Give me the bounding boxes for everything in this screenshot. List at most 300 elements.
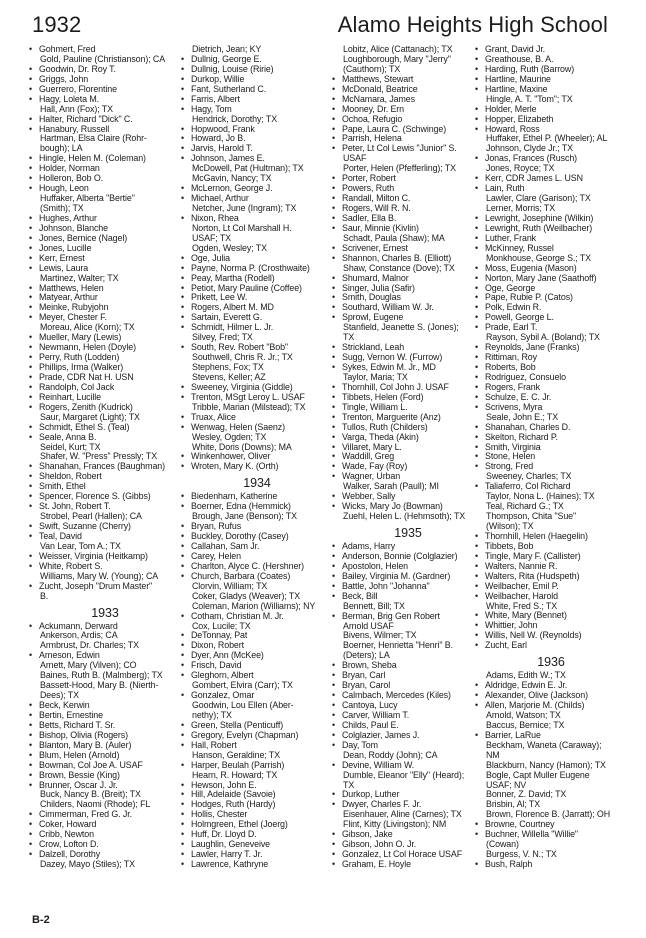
alumni-entry-detail: [29, 105, 181, 115]
deceased-bullet-icon: •: [29, 462, 33, 472]
alumni-name-text: Scrivens, Myra: [485, 402, 543, 412]
deceased-bullet-icon: •: [181, 611, 185, 621]
deceased-bullet-icon: •: [29, 402, 33, 412]
alumni-name-text: Hanabury, Russell: [39, 124, 110, 134]
deceased-bullet-icon: •: [332, 581, 336, 591]
alumni-name-text: Brown, Florence B. (Jarratt); OH: [486, 810, 611, 820]
alumni-entry-detail: [475, 194, 627, 204]
alumni-name-text: Coker, Gladys (Weaver); TX: [192, 591, 301, 601]
alumni-entry-detail: [475, 761, 627, 771]
alumni-name-text: Stone, Helen: [485, 452, 536, 462]
alumni-name-text: Arneson, Edwin: [39, 651, 100, 661]
alumni-name-text: Prade, CDR Nat H. USN: [39, 372, 134, 382]
alumni-entry: [181, 820, 333, 830]
alumni-entry: [181, 860, 333, 870]
deceased-bullet-icon: •: [475, 551, 479, 561]
deceased-bullet-icon: •: [29, 343, 33, 353]
alumni-entry: [332, 75, 484, 85]
alumni-name-text: Flint, Kitty (Livingston); NM: [343, 820, 447, 830]
alumni-name-text: McDowell, Pat (Hultman); TX: [192, 164, 304, 174]
alumni-entry: [475, 572, 627, 582]
alumni-entry-detail: [29, 413, 181, 423]
alumni-entry: [29, 373, 181, 383]
alumni-name-text: Lerner, Morris; TX: [486, 204, 556, 213]
alumni-entry: [475, 85, 627, 95]
alumni-name-text: Moss, Eugenia (Mason): [485, 263, 577, 273]
alumni-name-text: Johnson, James E.: [191, 154, 265, 164]
alumni-name-text: Jones, Royce; TX: [486, 164, 555, 174]
deceased-bullet-icon: •: [181, 651, 185, 661]
alumni-name-text: Prade, Earl T.: [485, 323, 538, 333]
alumni-entry: [475, 532, 627, 542]
alumni-name-text: Stevens, Keller; AZ: [192, 372, 266, 382]
deceased-bullet-icon: •: [29, 233, 33, 243]
alumni-name-text: Johnson, Blanche: [39, 223, 108, 233]
alumni-name-text: Sprowl, Eugene: [342, 313, 404, 323]
alumni-entry-detail: [475, 771, 627, 781]
alumni-entry-detail: [29, 691, 181, 701]
alumni-name-text: Ackumann, Derward: [39, 621, 118, 631]
alumni-entry: [332, 274, 484, 284]
deceased-bullet-icon: •: [181, 273, 185, 283]
alumni-entry: [332, 790, 484, 800]
deceased-bullet-icon: •: [29, 740, 33, 750]
alumni-entry-detail: [332, 154, 484, 164]
alumni-entry: [475, 681, 627, 691]
alumni-entry-detail: [181, 681, 333, 691]
alumni-entry: [181, 741, 333, 751]
alumni-entry: [181, 144, 333, 154]
deceased-bullet-icon: •: [332, 701, 336, 710]
alumni-entry: [181, 184, 333, 194]
alumni-name-text: Ochoa, Refugio: [342, 114, 403, 124]
alumni-entry: [475, 830, 627, 840]
deceased-bullet-icon: •: [29, 94, 33, 104]
alumni-entry: [29, 403, 181, 413]
deceased-bullet-icon: •: [332, 412, 336, 422]
alumni-entry: [475, 403, 627, 413]
deceased-bullet-icon: •: [332, 293, 336, 303]
deceased-bullet-icon: •: [29, 492, 33, 502]
alumni-name-text: TX: [343, 333, 355, 343]
alumni-name-text: Villaret, Mary L.: [342, 442, 402, 452]
deceased-bullet-icon: •: [29, 422, 33, 432]
alumni-entry: [475, 264, 627, 274]
alumni-entry: [332, 423, 484, 433]
alumni-entry: [181, 313, 333, 323]
alumni-name-text: Randall, Milton C.: [342, 194, 411, 204]
alumni-name-text: Lobitz, Alice (Cattanach); TX: [343, 45, 453, 54]
alumni-entry: [181, 95, 333, 105]
alumni-entry: [29, 433, 181, 443]
alumni-name-text: Meinke, Rubyjohn: [39, 303, 109, 313]
deceased-bullet-icon: •: [29, 551, 33, 561]
deceased-bullet-icon: •: [332, 114, 336, 124]
alumni-name-text: Monkhouse, George S.; TX: [486, 253, 591, 263]
alumni-name-text: Howard, Jo B.: [191, 134, 246, 144]
alumni-entry-detail: [332, 781, 484, 791]
alumni-name-text: Lawler, Clare (Garison); TX: [486, 194, 591, 204]
alumni-name-text: bough); LA: [40, 144, 83, 154]
deceased-bullet-icon: •: [332, 363, 336, 372]
deceased-bullet-icon: •: [332, 840, 336, 850]
alumni-entry-detail: [475, 781, 627, 791]
alumni-name-text: Van Lear, Tom A.; TX: [40, 541, 121, 551]
alumni-entry: [475, 363, 627, 373]
deceased-bullet-icon: •: [29, 502, 33, 512]
alumni-entry: [332, 850, 484, 860]
deceased-bullet-icon: •: [475, 343, 479, 353]
alumni-entry: [332, 731, 484, 741]
alumni-name-text: Cantoya, Lucy: [342, 701, 398, 710]
alumni-name-text: nethy); TX: [192, 710, 232, 720]
deceased-bullet-icon: •: [29, 720, 33, 730]
alumni-entry: [475, 482, 627, 492]
alumni-name-text: Holleron, Bob O.: [39, 174, 104, 184]
deceased-bullet-icon: •: [332, 492, 336, 502]
deceased-bullet-icon: •: [181, 422, 185, 432]
alumni-entry-detail: [181, 403, 333, 413]
alumni-name-text: Roberts, Bob: [485, 363, 536, 372]
alumni-entry: [181, 781, 333, 791]
deceased-bullet-icon: •: [332, 313, 336, 323]
alumni-name-text: Gombert, Elvira (Carr); TX: [192, 681, 293, 691]
alumni-entry: [181, 343, 333, 353]
alumni-entry: [332, 125, 484, 135]
alumni-entry-detail: [29, 681, 181, 691]
alumni-entry: [332, 403, 484, 413]
deceased-bullet-icon: •: [332, 422, 336, 432]
alumni-entry-detail: [29, 204, 181, 214]
alumni-entry: [29, 423, 181, 433]
alumni-entry: [29, 363, 181, 373]
deceased-bullet-icon: •: [475, 154, 479, 164]
alumni-entry: [29, 482, 181, 492]
alumni-entry: [181, 452, 333, 462]
alumni-entry-detail: [332, 651, 484, 661]
deceased-bullet-icon: •: [181, 740, 185, 750]
alumni-entry: [475, 383, 627, 393]
alumni-entry: [181, 721, 333, 731]
alumni-entry: [475, 115, 627, 125]
deceased-bullet-icon: •: [332, 502, 336, 512]
deceased-bullet-icon: •: [475, 392, 479, 402]
alumni-name-text: Bowman, Col Joe A. USAF: [39, 760, 143, 770]
alumni-entry-detail: [332, 164, 484, 174]
alumni-entry: [332, 224, 484, 234]
alumni-entry: [475, 582, 627, 592]
alumni-name-text: Matthews, Helen: [39, 283, 104, 293]
alumni-entry: [475, 125, 627, 135]
alumni-entry: [181, 840, 333, 850]
alumni-name-text: Tullos, Ruth (Childers): [342, 422, 428, 432]
alumni-entry: [475, 293, 627, 303]
alumni-name-text: Lawler, Harry T. Jr.: [191, 850, 263, 860]
alumni-name-text: Cribb, Newton: [39, 830, 94, 840]
deceased-bullet-icon: •: [29, 372, 33, 382]
alumni-entry: [181, 631, 333, 641]
alumni-name-text: Varga, Theda (Akin): [342, 432, 419, 442]
alumni-name-text: Coleman, Marion (Williams); NY: [192, 601, 316, 611]
alumni-entry-detail: [181, 711, 333, 721]
deceased-bullet-icon: •: [475, 382, 479, 392]
alumni-entry: [475, 45, 627, 55]
alumni-name-text: Sweeney, Charles; TX: [486, 472, 572, 482]
alumni-entry: [181, 761, 333, 771]
alumni-entry-detail: [332, 602, 484, 612]
alumni-name-text: Weilbacher, Harold: [485, 591, 559, 601]
deceased-bullet-icon: •: [332, 710, 336, 720]
alumni-name-text: Greathouse, B. A.: [485, 54, 554, 64]
alumni-entry: [181, 641, 333, 651]
alumni-entry-detail: [181, 45, 333, 55]
deceased-bullet-icon: •: [475, 541, 479, 551]
alumni-entry-detail: [29, 641, 181, 651]
alumni-entry: [475, 701, 627, 711]
alumni-name-text: Pape, Laura C. (Schwinge): [342, 124, 447, 134]
alumni-name-text: Schmidt, Ethel S. (Teal): [39, 422, 130, 432]
deceased-bullet-icon: •: [475, 641, 479, 651]
deceased-bullet-icon: •: [181, 144, 185, 154]
alumni-name-text: Hough, Leon: [39, 184, 89, 194]
alumni-name-text: Bertin, Ernestine: [39, 710, 103, 720]
alumni-name-text: Petiot, Mary Pauline (Coffee): [191, 283, 302, 293]
alumni-entry: [475, 313, 627, 323]
deceased-bullet-icon: •: [475, 293, 479, 303]
alumni-entry: [475, 75, 627, 85]
alumni-name-text: Winkenhower, Oliver: [191, 452, 271, 462]
alumni-entry-detail: [29, 55, 181, 65]
alumni-entry-detail: [332, 65, 484, 75]
alumni-name-text: Church, Barbara (Coates): [191, 571, 291, 581]
alumni-entry: [332, 691, 484, 701]
alumni-entry: [29, 214, 181, 224]
page-number: B-2: [32, 914, 50, 926]
alumni-name-text: Phillips, Irma (Walker): [39, 363, 124, 372]
deceased-bullet-icon: •: [332, 104, 336, 114]
deceased-bullet-icon: •: [475, 283, 479, 293]
alumni-name-text: Gonzalez, Omar: [191, 691, 255, 701]
deceased-bullet-icon: •: [29, 850, 33, 860]
alumni-name-text: Jones, Bernice (Nagel): [39, 233, 128, 243]
alumni-name-text: Sugg, Vernon W. (Furrow): [342, 353, 443, 363]
alumni-name-text: Wagner, Urban: [342, 472, 401, 482]
deceased-bullet-icon: •: [332, 213, 336, 223]
alumni-name-text: Walters, Rita (Hudspeth): [485, 571, 580, 581]
alumni-name-text: Sweeney, Virginia (Giddle): [191, 382, 293, 392]
alumni-name-text: Ankerson, Ardis; CA: [40, 631, 118, 641]
alumni-name-text: Adams, Edith W.; TX: [486, 671, 566, 681]
alumni-name-text: Mooney, Dr. Ern: [342, 104, 404, 114]
alumni-name-text: Tingle, Mary F. (Callister): [485, 551, 581, 561]
deceased-bullet-icon: •: [475, 482, 479, 492]
alumni-name-text: Southard, William W. Jr.: [342, 303, 434, 313]
deceased-bullet-icon: •: [181, 84, 185, 94]
alumni-entry-detail: [475, 144, 627, 154]
alumni-entry: [181, 303, 333, 313]
deceased-bullet-icon: •: [475, 64, 479, 74]
alumni-name-text: Fant, Sutherland C.: [191, 84, 267, 94]
deceased-bullet-icon: •: [332, 442, 336, 452]
alumni-entry: [181, 671, 333, 681]
alumni-entry: [332, 711, 484, 721]
deceased-bullet-icon: •: [29, 283, 33, 293]
deceased-bullet-icon: •: [29, 432, 33, 442]
alumni-entry: [475, 55, 627, 65]
alumni-entry: [29, 353, 181, 363]
alumni-name-text: Spencer, Florence S. (Gibbs): [39, 492, 151, 502]
alumni-entry: [29, 701, 181, 711]
alumni-name-text: South, Rev. Robert "Bob": [191, 343, 288, 353]
alumni-entry: [332, 562, 484, 572]
deceased-bullet-icon: •: [29, 760, 33, 770]
alumni-name-text: Callahan, Sam Jr.: [191, 542, 260, 551]
alumni-name-text: Tibbets, Bob: [485, 541, 534, 551]
alumni-entry-detail: [29, 542, 181, 552]
alumni-name-text: Shanahan, Frances (Baughman): [39, 462, 165, 472]
deceased-bullet-icon: •: [181, 760, 185, 770]
alumni-entry: [29, 741, 181, 751]
alumni-name-text: Dixon, Robert: [191, 641, 244, 651]
alumni-name-text: Frisch, David: [191, 661, 242, 671]
alumni-name-text: Dalzell, Dorothy: [39, 850, 101, 860]
alumni-entry-detail: [181, 771, 333, 781]
page-year-heading: 1932: [32, 12, 82, 37]
alumni-name-text: Powers, Ruth: [342, 184, 395, 194]
alumni-entry: [29, 75, 181, 85]
alumni-entry-detail: [181, 164, 333, 174]
deceased-bullet-icon: •: [332, 760, 336, 770]
alumni-entry: [181, 522, 333, 532]
alumni-name-text: Porter, Robert: [342, 174, 396, 184]
deceased-bullet-icon: •: [29, 64, 33, 74]
deceased-bullet-icon: •: [332, 611, 336, 621]
deceased-bullet-icon: •: [29, 223, 33, 233]
alumni-name-text: Schadt, Paula (Shaw); MA: [343, 233, 445, 243]
alumni-entry: [29, 164, 181, 174]
deceased-bullet-icon: •: [332, 452, 336, 462]
alumni-entry: [181, 810, 333, 820]
alumni-name-text: Rogers, Albert M. MD: [191, 303, 274, 313]
deceased-bullet-icon: •: [29, 293, 33, 303]
alumni-name-text: Boerner, Henrietta "Henri" B.: [343, 641, 453, 651]
alumni-entry: [29, 115, 181, 125]
alumni-entry: [475, 731, 627, 741]
deceased-bullet-icon: •: [181, 850, 185, 860]
alumni-entry: [29, 264, 181, 274]
alumni-entry-detail: [29, 671, 181, 681]
alumni-name-text: Brough, Jane (Benson); TX: [192, 512, 297, 522]
alumni-entry: [332, 313, 484, 323]
alumni-name-text: DeTonnay, Pat: [191, 631, 248, 641]
deceased-bullet-icon: •: [29, 810, 33, 820]
alumni-name-text: Southwell, Chris R. Jr.; TX: [192, 353, 293, 363]
alumni-name-text: Mueller, Mary (Lewis): [39, 333, 122, 343]
alumni-name-text: Lawrence, Kathryne: [191, 860, 269, 869]
alumni-entry-detail: [475, 721, 627, 731]
alumni-name-text: St. John, Robert T.: [39, 502, 111, 512]
alumni-name-text: (Wilson); TX: [486, 522, 534, 531]
alumni-name-text: Hingle, A. T. "Tom"; TX: [486, 94, 573, 104]
alumni-name-text: Carey, Helen: [191, 551, 241, 561]
deceased-bullet-icon: •: [181, 830, 185, 840]
deceased-bullet-icon: •: [332, 551, 336, 561]
alumni-name-text: Sadler, Ella B.: [342, 213, 397, 223]
deceased-bullet-icon: •: [181, 502, 185, 512]
alumni-entry: [181, 75, 333, 85]
deceased-bullet-icon: •: [29, 164, 33, 174]
alumni-entry-detail: [475, 492, 627, 502]
alumni-entry-detail: [475, 204, 627, 214]
alumni-entry: [29, 383, 181, 393]
alumni-name-text: Reynolds, Jane (Franks): [485, 343, 580, 353]
deceased-bullet-icon: •: [181, 382, 185, 392]
alumni-name-text: Prikett, Lee W.: [191, 293, 248, 303]
alumni-entry: [29, 95, 181, 105]
deceased-bullet-icon: •: [181, 184, 185, 194]
alumni-entry: [181, 254, 333, 264]
alumni-entry: [29, 65, 181, 75]
alumni-name-text: Weilbacher, Emil P.: [485, 581, 559, 591]
alumni-entry-detail: [475, 790, 627, 800]
deceased-bullet-icon: •: [181, 780, 185, 790]
alumni-entry: [332, 363, 484, 373]
alumni-entry: [29, 761, 181, 771]
alumni-entry-detail: [29, 443, 181, 453]
alumni-entry: [29, 721, 181, 731]
alumni-entry-detail: [332, 333, 484, 343]
alumni-entry: [475, 353, 627, 363]
alumni-name-text: Netcher, June (Ingram); TX: [192, 204, 297, 213]
alumni-entry-detail: [29, 323, 181, 333]
alumni-name-text: Rayson, Sybil A. (Boland); TX: [486, 333, 600, 343]
alumni-name-text: White, Fred S.; TX: [486, 601, 558, 611]
alumni-entry-detail: [475, 134, 627, 144]
deceased-bullet-icon: •: [181, 154, 185, 164]
deceased-bullet-icon: •: [29, 45, 33, 54]
deceased-bullet-icon: •: [181, 94, 185, 104]
deceased-bullet-icon: •: [332, 184, 336, 194]
deceased-bullet-icon: •: [475, 184, 479, 194]
alumni-name-text: Durkop, Willie: [191, 74, 245, 84]
deceased-bullet-icon: •: [29, 581, 33, 591]
alumni-name-text: Harding, Ruth (Barrow): [485, 64, 575, 74]
alumni-entry: [332, 194, 484, 204]
alumni-entry: [332, 542, 484, 552]
alumni-entry: [332, 661, 484, 671]
alumni-name-text: Rogers, Zenith (Kudrick): [39, 402, 133, 412]
alumni-name-text: Jones, Lucille: [39, 243, 92, 253]
alumni-entry: [475, 860, 627, 870]
alumni-name-text: White, Mary (Bennet): [485, 611, 567, 621]
alumni-name-text: Hughes, Arthur: [39, 213, 97, 223]
deceased-bullet-icon: •: [29, 213, 33, 223]
alumni-entry: [181, 552, 333, 562]
alumni-name-text: Willis, Nell W. (Reynolds): [485, 631, 582, 641]
alumni-name-text: Arnold USAF: [343, 621, 394, 631]
alumni-entry: [332, 462, 484, 472]
alumni-entry: [29, 532, 181, 542]
alumni-entry: [29, 85, 181, 95]
alumni-entry: [181, 612, 333, 622]
alumni-name-text: Baccus, Bernice; TX: [486, 720, 565, 730]
alumni-name-text: Zucht, Joseph "Drum Master": [39, 581, 153, 591]
alumni-name-text: Alexander, Olive (Jackson): [485, 691, 588, 701]
alumni-name-text: Luther, Frank: [485, 233, 536, 243]
alumni-name-text: Loughborough, Mary "Jerry": [343, 54, 451, 64]
alumni-name-text: Hagy, Loleta M.: [39, 94, 99, 104]
alumni-name-text: (Smith); TX: [40, 204, 84, 213]
